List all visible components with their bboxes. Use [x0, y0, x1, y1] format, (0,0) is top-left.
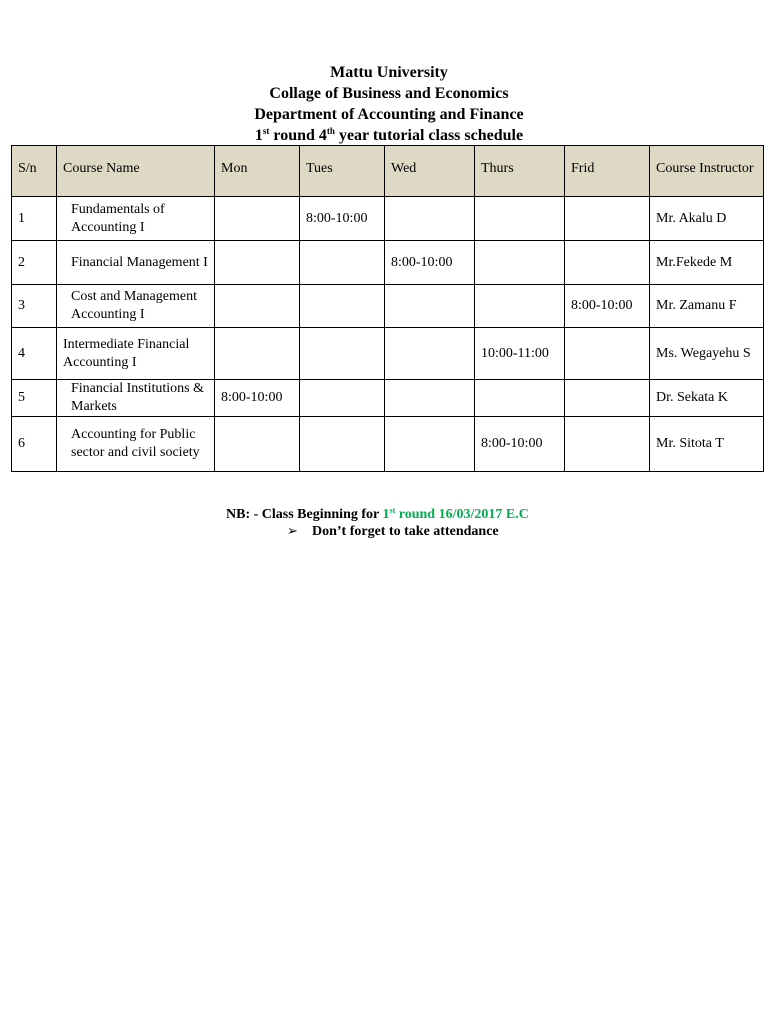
cell-instructor: Mr. Zamanu F: [650, 285, 764, 328]
column-header-sn: S/n: [12, 146, 57, 197]
table-row: [12, 285, 764, 328]
column-header-course-instructor: Course Instructor: [650, 146, 764, 197]
cell-sn: 3: [12, 285, 57, 328]
cell-thurs: 8:00-10:00: [475, 417, 565, 472]
table-row: [12, 417, 764, 472]
table-row: [12, 241, 764, 285]
cell-instructor: Mr. Sitota T: [650, 417, 764, 472]
cell-mon: [215, 241, 300, 285]
cell-sn: 5: [12, 380, 57, 417]
cell-wed: [385, 285, 475, 328]
cell-instructor: Mr. Akalu D: [650, 197, 764, 241]
column-header-frid: Frid: [565, 146, 650, 197]
cell-frid: [565, 380, 650, 417]
cell-tues: 8:00-10:00: [300, 197, 385, 241]
cell-instructor: Ms. Wegayehu S: [650, 328, 764, 380]
cell-mon: 8:00-10:00: [215, 380, 300, 417]
cell-course-name: Intermediate Financial Accounting I: [57, 328, 215, 380]
university-name: Mattu University: [330, 64, 448, 81]
class-beginning-note: [226, 506, 529, 524]
cell-sn: 4: [12, 328, 57, 380]
cell-wed: [385, 380, 475, 417]
cell-wed: [385, 328, 475, 380]
cell-thurs: [475, 197, 565, 241]
cell-course-name: Financial Institutions & Markets: [57, 380, 215, 417]
cell-course-name: Fundamentals of Accounting I: [57, 197, 215, 241]
cell-thurs: [475, 380, 565, 417]
cell-tues: [300, 417, 385, 472]
cell-wed: [385, 197, 475, 241]
schedule-title: [0, 125, 768, 146]
cell-instructor: Dr. Sekata K: [650, 380, 764, 417]
schedule-round-suffix: st: [262, 126, 270, 136]
cell-wed: [385, 417, 475, 472]
college-name: Collage of Business and Economics: [269, 85, 509, 102]
schedule-round-word: round 4: [269, 127, 327, 144]
cell-frid: 8:00-10:00: [565, 285, 650, 328]
column-header-thurs: Thurs: [475, 146, 565, 197]
note-round-number: 1: [382, 507, 390, 522]
attendance-reminder: [287, 523, 499, 541]
cell-mon: [215, 328, 300, 380]
arrow-bullet-icon: ➢: [287, 524, 298, 539]
table-row: [12, 197, 764, 241]
cell-mon: [215, 417, 300, 472]
cell-course-name: Financial Management I: [57, 241, 215, 285]
cell-thurs: [475, 241, 565, 285]
cell-sn: 2: [12, 241, 57, 285]
cell-sn: 1: [12, 197, 57, 241]
cell-instructor: Mr.Fekede M: [650, 241, 764, 285]
cell-thurs: 10:00-11:00: [475, 328, 565, 380]
cell-frid: [565, 417, 650, 472]
note-round-date: round 16/03/2017 E.C: [395, 507, 529, 522]
schedule-round-number: 1: [254, 127, 263, 144]
cell-mon: [215, 285, 300, 328]
note-highlight: [382, 507, 528, 522]
cell-tues: [300, 328, 385, 380]
cell-frid: [565, 241, 650, 285]
cell-mon: [215, 197, 300, 241]
cell-wed: 8:00-10:00: [385, 241, 475, 285]
column-header-course-name: Course Name: [57, 146, 215, 197]
column-header-wed: Wed: [385, 146, 475, 197]
tutorial-schedule-table: [11, 145, 764, 472]
attendance-reminder-text: Don’t forget to take attendance: [312, 524, 499, 539]
cell-frid: [565, 197, 650, 241]
cell-course-name: Accounting for Public sector and civil society: [57, 417, 215, 472]
schedule-title-rest: year tutorial class schedule: [334, 127, 524, 144]
cell-sn: 6: [12, 417, 57, 472]
table-row: [12, 328, 764, 380]
table-row: [12, 380, 764, 417]
schedule-year-suffix: th: [326, 126, 335, 136]
note-prefix: NB: - Class Beginning for: [226, 507, 383, 522]
cell-thurs: [475, 285, 565, 328]
department-name: Department of Accounting and Finance: [254, 106, 524, 123]
column-header-tues: Tues: [300, 146, 385, 197]
cell-tues: [300, 285, 385, 328]
cell-tues: [300, 241, 385, 285]
document-header: [0, 62, 768, 146]
column-header-mon: Mon: [215, 146, 300, 197]
cell-course-name: Cost and Management Accounting I: [57, 285, 215, 328]
table-header-row: [12, 146, 764, 197]
cell-frid: [565, 328, 650, 380]
note-round-suffix: st: [389, 506, 396, 515]
cell-tues: [300, 380, 385, 417]
